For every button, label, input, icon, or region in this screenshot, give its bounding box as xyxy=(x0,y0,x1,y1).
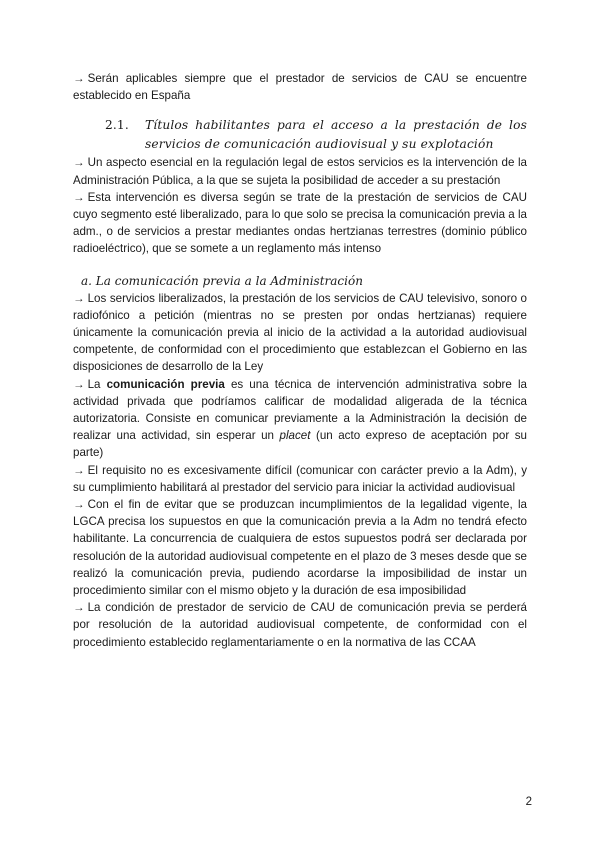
paragraph-6 xyxy=(73,496,527,599)
paragraph-4-text-pre: La xyxy=(87,377,107,391)
paragraph-4-text-mid: es una técnica de intervención administrativa sobre la actividad privada que podríamos calificar de modalidad aligerada de la técnica autorizatoria. Consiste en comunicar previamente a la Administración la decisión de realizar una actividad, sin esperar un xyxy=(73,377,527,443)
paragraph-7-text: La condición de prestador de servicio de CAU de comunicación previa se perderá por resolución de la autoridad audiovisual competente, de conformidad con el procedimiento establecido reglamentariamente o en la normativa de las CCAA xyxy=(73,601,527,649)
page-content xyxy=(73,70,527,651)
arrow-icon: → xyxy=(73,156,85,170)
paragraph-7 xyxy=(73,599,527,651)
page-number: 2 xyxy=(525,796,532,808)
paragraph-4 xyxy=(73,376,527,462)
arrow-icon: → xyxy=(73,377,85,391)
paragraph-5 xyxy=(73,462,527,496)
paragraph-3-text: Los servicios liberalizados, la prestación de los servicios de CAU televisivo, sonoro o radiofónico a petición (mientras no se presten por ondas hertzianas) requiere únicamente la comunicación previa al inicio de la actividad a la autoridad audiovisual competente, de conformidad con el procedimiento que establezcan el Gobierno en las disposiciones de desarrollo de la Ley xyxy=(73,291,527,374)
paragraph-4-text-post: (un acto expreso de aceptación por su parte) xyxy=(73,429,527,460)
paragraph-5-text: El requisito no es excesivamente difícil (comunicar con carácter previo a la Adm), y su cumplimiento habilitará al prestador del servicio para iniciar la actividad audiovisual xyxy=(73,463,527,494)
arrow-icon: → xyxy=(73,291,85,305)
arrow-icon: → xyxy=(73,498,85,512)
paragraph-2-text: Esta intervención es diversa según se trate de la prestación de servicios de CAU cuyo segmento esté liberalizado, para lo que solo se precisa la comunicación previa a la adm., o de servicios a prestar mediantes ondas hertzianas terrestres (dominio público radioeléctrico), que se somete a un reglamento más intenso xyxy=(73,190,527,256)
paragraph-3 xyxy=(73,290,527,376)
paragraph-1 xyxy=(73,154,527,188)
arrow-icon: → xyxy=(73,72,85,85)
paragraph-1-text: Un aspecto esencial en la regulación legal de estos servicios es la intervención de la Administración Pública, a la que se sujeta la posibilidad de acceder a su prestación xyxy=(73,156,527,187)
intro-paragraph xyxy=(73,70,527,104)
paragraph-2 xyxy=(73,189,527,258)
term-comunicacion-previa: comunicación previa xyxy=(106,377,225,391)
arrow-icon: → xyxy=(73,463,85,477)
arrow-icon: → xyxy=(73,601,85,615)
term-placet: placet xyxy=(279,429,311,443)
intro-text: Serán aplicables siempre que el prestador de servicios de CAU se encuentre establecido en España xyxy=(73,72,527,103)
section-title: Títulos habilitantes para el acceso a la prestación de los servicios de comunicación audiovisual y su explotación xyxy=(145,118,527,152)
section-number: 2.1. xyxy=(105,118,129,133)
paragraph-6-text: Con el fin de evitar que se produzcan incumplimientos de la legalidad vigente, la LGCA precisa los supuestos en que la comunicación previa a la Adm no tendrá efecto habilitante. La concurrencia de cualquiera de estos supuestos podrá ser declarada por resolución de la autoridad audiovisual competente en el plazo de 3 meses desde que se realizó la comunicación previa, pudiendo acordarse la imposibilidad de instar un procedimiento similar con el mismo objeto y la duración de esa imposibilidad xyxy=(73,498,527,598)
section-heading xyxy=(73,116,527,154)
arrow-icon: → xyxy=(73,190,85,204)
subsection-heading: a. La comunicación previa a la Administración xyxy=(81,273,363,288)
